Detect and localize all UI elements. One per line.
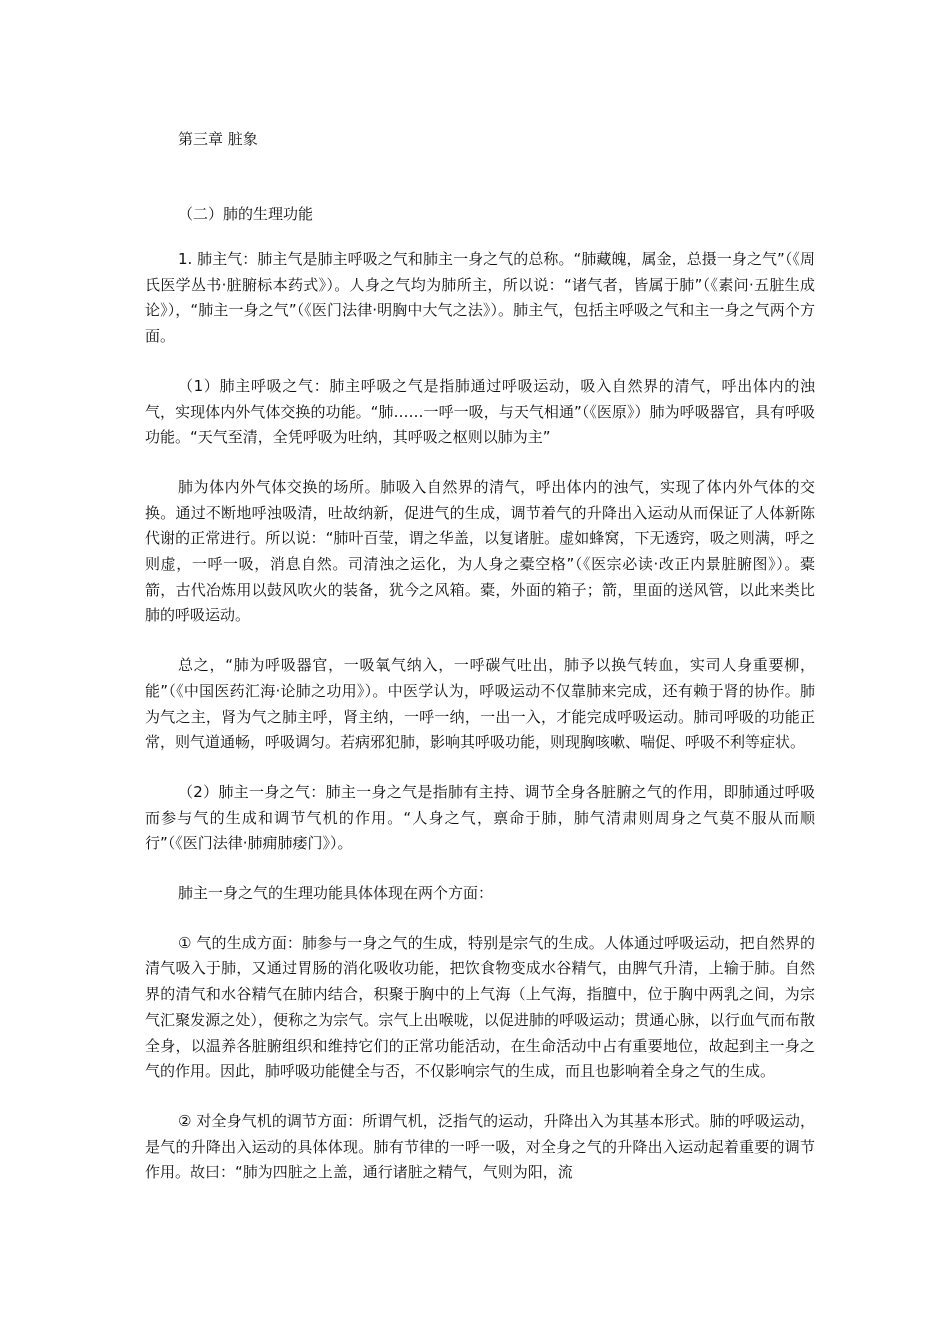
paragraph-qi-regulation: ② 对全身气机的调节方面：所谓气机，泛指气的运动，升降出入为其基本形式。肺的呼吸运动，是气的升降出入运动的具体体现。肺有节律的一呼一吸，对全身之气的升降出入运动起着重要的调节作用。故曰：“肺为四脏之上盖，通行诸脏之精气，气则为阳，流 — [145, 1111, 815, 1182]
paragraph-whole-body-qi: （2）肺主一身之气：肺主一身之气是指肺有主持、调节全身各脏腑之气的作用，即肺通过呼吸而参与气的生成和调节气机的作用。“人身之气，禀命于肺，肺气清肃则周身之气莫不服从而顺行”（《医门法律·肺痈肺痿门》）。 — [145, 782, 815, 853]
section-title: （二）肺的生理功能 — [178, 205, 314, 223]
paragraph-two-aspects: 肺主一身之气的生理功能具体体现在两个方面： — [178, 884, 494, 903]
paragraph-lung-governs-qi: 1. 肺主气：肺主气是肺主呼吸之气和肺主一身之气的总称。“肺藏魄，属金，总摄一身之气”（《周氏医学丛书·脏腑标本药式》）。人身之气均为肺所主，所以说：“诸气者，皆属于肺”（《素问·五脏生成论》），“肺主一身之气”（《医门法律·明胸中大气之法》）。肺主气，包括主呼吸之气和主一身之气两个方面。 — [145, 250, 815, 346]
paragraph-respiratory-qi: （1）肺主呼吸之气：肺主呼吸之气是指肺通过呼吸运动，吸入自然界的清气，呼出体内的浊气，实现体内外气体交换的功能。“肺……一呼一吸，与天气相通”（《医原》）肺为呼吸器官，具有呼吸功能。“天气至清，全凭呼吸为吐纳，其呼吸之枢则以肺为主” — [145, 376, 815, 447]
paragraph-summary: 总之，“肺为呼吸器官，一吸氧气纳入，一呼碳气吐出，肺予以换气转血，实司人身重要柳，能”（《中国医药汇海·论肺之功用》）。中医学认为，呼吸运动不仅靠肺来完成，还有赖于肾的协作。肺为气之主，肾为气之肺主呼，肾主纳，一呼一纳，一出一入，才能完成呼吸运动。肺司呼吸的功能正常，则气道通畅，呼吸调匀。若病邪犯肺，影响其呼吸功能，则现胸咳嗽、喘促、呼吸不利等症状。 — [145, 656, 815, 752]
paragraph-gas-exchange: 肺为体内外气体交换的场所。肺吸入自然界的清气，呼出体内的浊气，实现了体内外气体的交换。通过不断地呼浊吸清，吐故纳新，促进气的生成，调节着气的升降出入运动从而保证了人体新陈代谢的正常进行。所以说：“肺叶百莹，谓之华盖，以复诸脏。虚如蜂窝，下无透窍，吸之则满，呼之则虚，一呼一吸，消息自然。司清浊之运化，为人身之橐空格”（《医宗必读·改正内景脏腑图》）。橐箭，古代冶炼用以鼓风吹火的装备，犹今之风箱。橐，外面的箱子；箭，里面的送风管，以此来类比肺的呼吸运动。 — [145, 477, 815, 625]
body-text — [145, 247, 815, 1210]
paragraph-qi-generation: ① 气的生成方面：肺参与一身之气的生成，特别是宗气的生成。人体通过呼吸运动，把自然界的清气吸入于肺，又通过胃肠的消化吸收功能，把饮食物变成水谷精气，由脾气升清，上输于肺。自然界的清气和水谷精气在肺内结合，积聚于胸中的上气海（上气海，指膻中，位于胸中两乳之间，为宗气汇聚发源之处），便称之为宗气。宗气上出喉咙，以促进肺的呼吸运动；贯通心脉，以行血气而布散全身，以温养各脏腑组织和维持它们的正常功能活动，在生命活动中占有重要地位，故起到主一身之气的作用。因此，肺呼吸功能健全与否，不仅影响宗气的生成，而且也影响着全身之气的生成。 — [145, 933, 815, 1081]
chapter-title: 第三章 脏象 — [178, 130, 258, 148]
